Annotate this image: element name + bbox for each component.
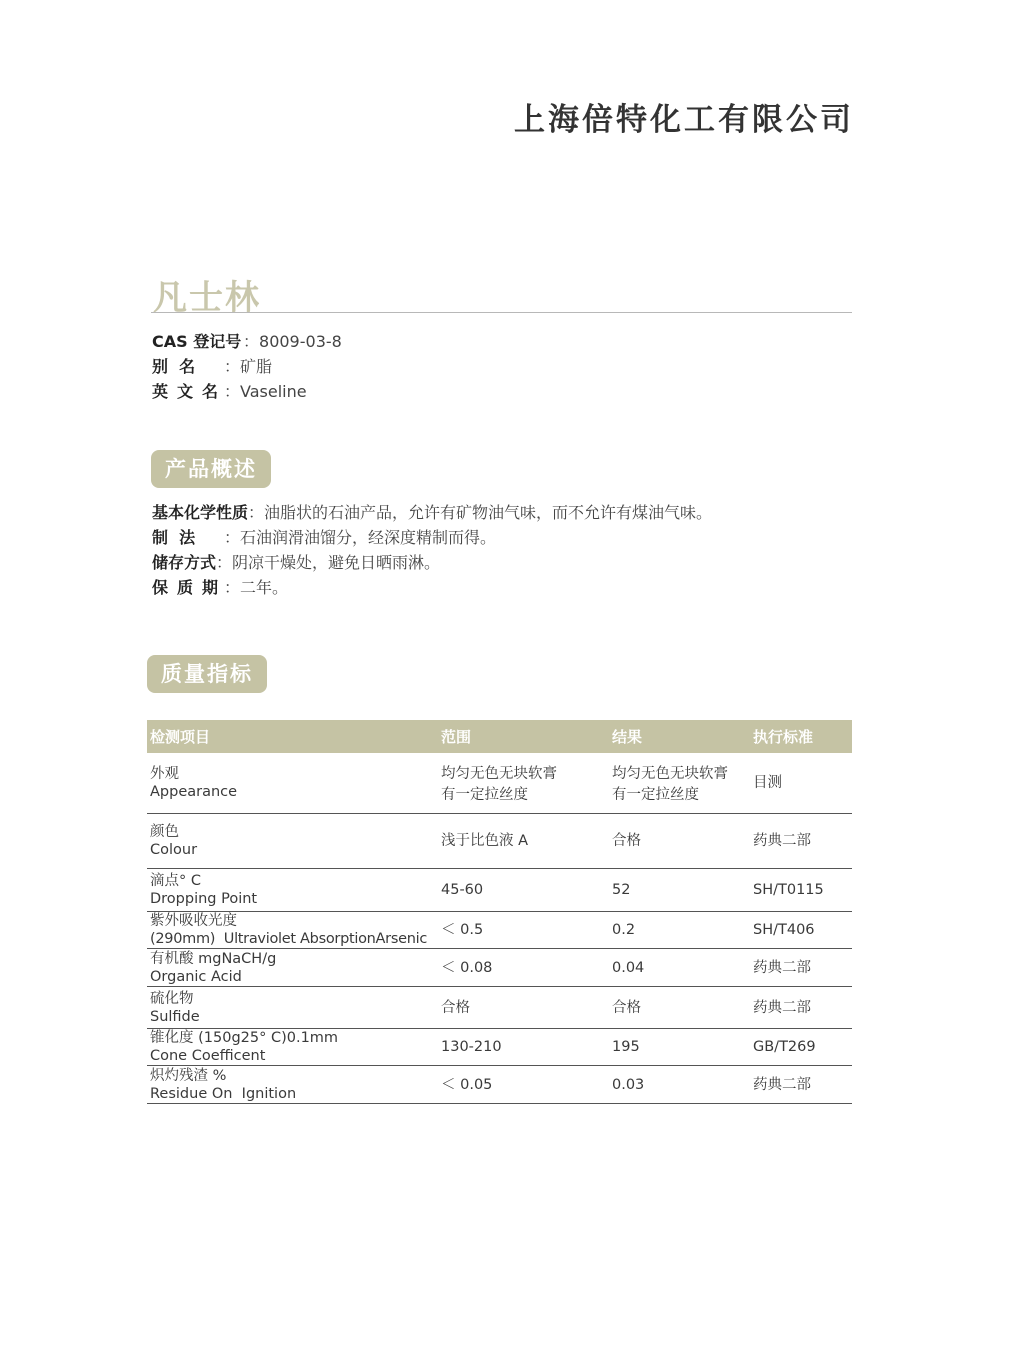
range-cell (441, 762, 612, 804)
storage-value: 阴凉干燥处，避免日晒雨淋。 (232, 553, 441, 572)
range-cell: 45-60 (441, 882, 484, 898)
alias-label: 别 名 (152, 357, 196, 376)
result-cell (612, 762, 753, 804)
table-row (147, 1066, 852, 1104)
result-cell: 52 (612, 882, 631, 898)
range-line: 有一定拉丝度 (441, 787, 528, 803)
range-cell: 130-210 (441, 1039, 502, 1055)
shelf-life-label: 保质期 (152, 578, 228, 597)
item-en: Dropping Point (150, 891, 258, 907)
method-value: 石油润滑油馏分，经深度精制而得。 (240, 528, 497, 547)
quality-section-tab: 质量指标 (147, 655, 267, 693)
alias-value: 矿脂 (240, 357, 273, 376)
company-name: 上海倍特化工有限公司 (514, 102, 854, 138)
item-en: Colour (150, 842, 198, 858)
standard-cell: 药典二部 (753, 959, 811, 976)
storage-row: 储存方式 ： 阴凉干燥处，避免日晒雨淋。 (152, 550, 712, 575)
standard-cell: 药典二部 (753, 999, 811, 1016)
item-en: Organic Acid (150, 968, 242, 985)
item-cell (147, 872, 441, 908)
standard-cell: 药典二部 (753, 1076, 811, 1093)
method-row: 制 法 ： 石油润滑油馏分，经深度精制而得。 (152, 525, 712, 550)
item-en: Cone Coefficent (150, 1048, 266, 1064)
table-header (147, 720, 852, 753)
item-cell (147, 823, 441, 859)
cas-value: 8009-03-8 (259, 332, 342, 351)
item-cn: 有机酸 mgNaCH/g (150, 950, 277, 967)
english-name-label: 英文名 (152, 382, 228, 401)
basic-property-value: 油脂状的石油产品，允许有矿物油气味，而不允许有煤油气味。 (264, 503, 713, 522)
cas-label: CAS 登记号 (152, 332, 242, 351)
item-en: Sulfide (150, 1008, 200, 1025)
table-row (147, 987, 852, 1029)
title-divider (151, 312, 852, 313)
result-cell: 0.2 (612, 922, 636, 938)
table-row (147, 814, 852, 869)
item-cn: 硫化物 (150, 990, 194, 1007)
product-title: 凡士林 (153, 278, 261, 318)
standard-cell: 目测 (753, 775, 782, 791)
product-identity (152, 329, 342, 404)
result-line: 有一定拉丝度 (612, 787, 699, 803)
table-row (147, 912, 852, 949)
item-cell (147, 765, 441, 801)
result-cell: 195 (612, 1039, 640, 1055)
range-cell: ＜ 0.08 (441, 959, 493, 976)
item-en: Residue On Ignition (150, 1085, 297, 1102)
alias-row: 别 名 ： 矿脂 (152, 354, 342, 379)
range-cell: 合格 (441, 999, 470, 1016)
cas-row: CAS 登记号 ： 8009-03-8 (152, 329, 342, 354)
quality-spec-table (147, 720, 852, 1104)
item-cell (147, 990, 441, 1026)
item-cn: 炽灼残渣 % (150, 1067, 227, 1084)
shelf-life-value: 二年。 (240, 578, 289, 597)
result-cell: 0.03 (612, 1076, 645, 1093)
standard-cell: SH/T0115 (753, 882, 824, 898)
item-cn: 锥化度 (150g25° C)0.1mm (150, 1030, 339, 1046)
header-item: 检测项目 (150, 728, 211, 746)
item-cn: 颜色 (150, 824, 179, 840)
storage-label: 储存方式 (152, 553, 217, 572)
result-cell: 合格 (612, 833, 641, 849)
result-cell: 0.04 (612, 959, 645, 976)
overview-section-tab: 产品概述 (151, 450, 271, 488)
item-cell (147, 912, 441, 948)
english-name-value: Vaseline (240, 382, 307, 401)
table-row (147, 869, 852, 912)
table-row (147, 753, 852, 814)
item-cell (147, 1029, 441, 1065)
item-cn: 紫外吸收光度 (150, 913, 237, 929)
shelf-life-row: 保质期 ： 二年。 (152, 575, 712, 600)
basic-property-label: 基本化学性质 (152, 503, 249, 522)
header-standard: 执行标准 (753, 728, 814, 746)
item-en: Appearance (150, 784, 238, 800)
basic-property-row: 基本化学性质 ： 油脂状的石油产品，允许有矿物油气味，而不允许有煤油气味。 (152, 500, 712, 525)
item-cell (147, 1067, 441, 1103)
result-cell: 合格 (612, 999, 641, 1016)
standard-cell: SH/T406 (753, 922, 815, 938)
range-line: 均匀无色无块软膏 (441, 766, 557, 782)
method-label: 制 法 (152, 528, 196, 547)
header-range: 范围 (441, 728, 472, 746)
table-row (147, 949, 852, 987)
table-row (147, 1029, 852, 1066)
product-overview (152, 500, 712, 600)
item-cell (147, 950, 441, 986)
range-cell: ＜ 0.05 (441, 1076, 493, 1093)
range-cell: 浅于比色液 A (441, 833, 529, 849)
english-name-row: 英文名 ： Vaseline (152, 379, 342, 404)
range-cell: ＜ 0.5 (441, 922, 484, 938)
standard-cell: GB/T269 (753, 1039, 816, 1055)
standard-cell: 药典二部 (753, 833, 811, 849)
item-en: (290mm) Ultraviolet AbsorptionArsenic (150, 931, 427, 947)
item-cn: 外观 (150, 766, 179, 782)
item-cn: 滴点° C (150, 873, 201, 889)
result-line: 均匀无色无块软膏 (612, 766, 728, 782)
header-result: 结果 (612, 728, 643, 746)
